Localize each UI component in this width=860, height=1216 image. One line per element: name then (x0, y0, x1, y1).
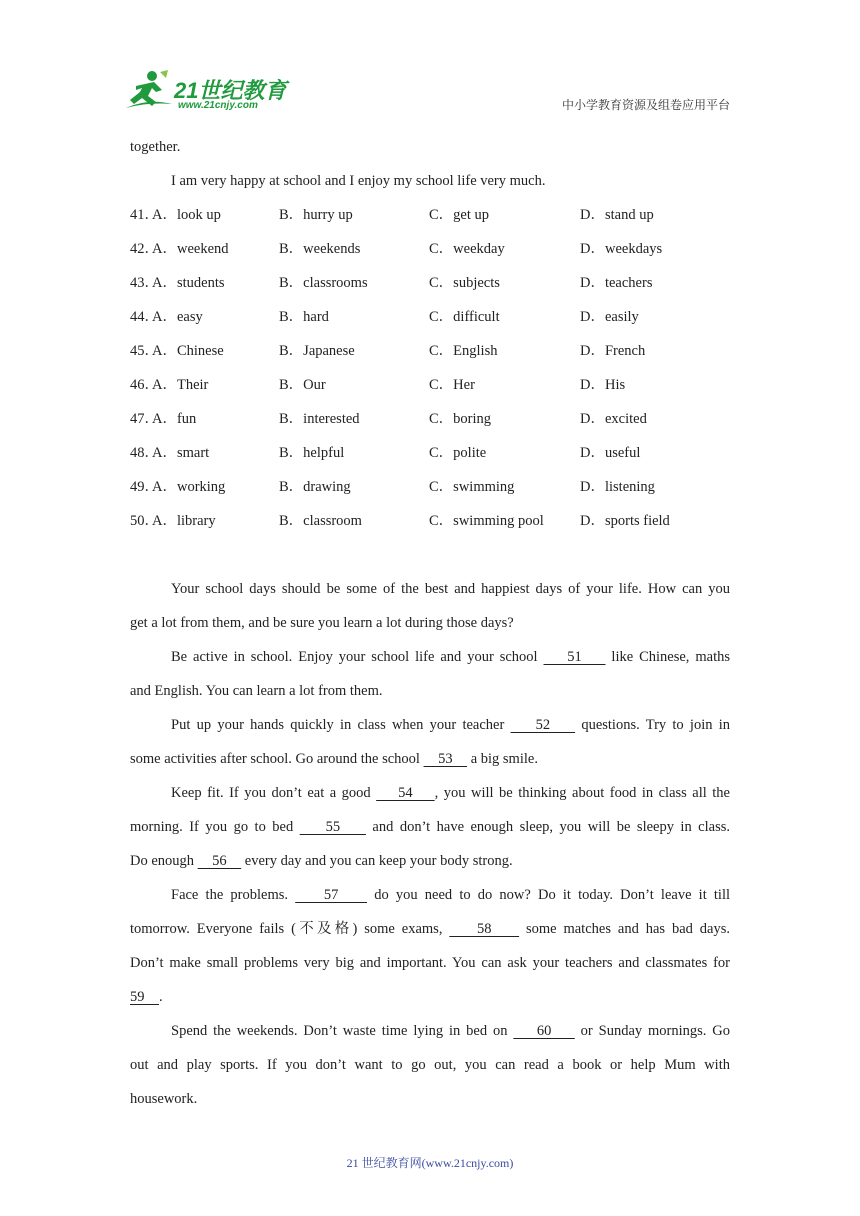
blank-58: 58 (449, 921, 520, 937)
option-b: B．helpful (279, 445, 345, 461)
question-number: 44． (130, 309, 159, 325)
passage-line: and English. You can learn a lot from them. (130, 683, 383, 699)
option-b: B．weekends (279, 241, 361, 257)
section-spacer (130, 542, 730, 576)
passage-line: get a lot from them, and be sure you learn a lot during those days? (130, 615, 514, 631)
option-c: C．polite (429, 445, 487, 461)
option-c: C．get up (429, 207, 490, 223)
option-d: D．listening (580, 479, 655, 495)
option-c: C．subjects (429, 275, 500, 291)
blank-51: 51 (543, 649, 606, 665)
option-d: D．teachers (580, 275, 653, 291)
option-a: A．fun (152, 411, 197, 427)
option-c: C．weekday (429, 241, 505, 257)
passage-text: some activities after school. Go around the school (130, 751, 424, 767)
passage-line (130, 882, 730, 916)
logo-title: 21世纪教育 (174, 78, 287, 103)
intro-line: together. (130, 139, 181, 155)
document-body (130, 134, 730, 1120)
option-c: C．swimming pool (429, 513, 544, 529)
passage-line (130, 746, 730, 780)
option-row (130, 304, 730, 338)
option-b: B．drawing (279, 479, 351, 495)
question-number: 48． (130, 445, 159, 461)
option-a: A．students (152, 275, 225, 291)
option-row (130, 202, 730, 236)
passage-line (130, 984, 730, 1018)
passage-text: some matches and has bad days. (519, 921, 730, 937)
passage-line (130, 780, 730, 814)
option-c: C．English (429, 343, 498, 359)
option-d: D．weekdays (580, 241, 663, 257)
passage-text: like Chinese, maths (605, 649, 731, 665)
blank-55: 55 (299, 819, 366, 835)
option-row (130, 440, 730, 474)
logo-url: www.21cnjy.com (178, 100, 258, 111)
option-d: D．His (580, 377, 626, 393)
options-list (130, 202, 730, 542)
option-d: D．French (580, 343, 646, 359)
passage-text: , you will be thinking about food in class all the (434, 785, 730, 801)
question-number: 49． (130, 479, 159, 495)
blank-59: 59 (130, 989, 159, 1005)
passage-text: Do enough (130, 853, 198, 869)
passage-line (130, 712, 730, 746)
passage-text: . (159, 989, 163, 1005)
option-row (130, 372, 730, 406)
option-b: B．interested (279, 411, 360, 427)
passage-line: Your school days should be some of the best and happiest days of your life. How can you (171, 581, 730, 597)
runner-logo-icon (122, 68, 174, 116)
option-b: B．classroom (279, 513, 362, 529)
option-a: A．Their (152, 377, 209, 393)
blank-60: 60 (513, 1023, 575, 1039)
option-b: B．classrooms (279, 275, 368, 291)
passage-text: every day and you can keep your body strong. (241, 853, 513, 869)
question-number: 42． (130, 241, 159, 257)
option-d: D．easily (580, 309, 639, 325)
passage-line (130, 916, 730, 950)
question-number: 43． (130, 275, 159, 291)
option-row (130, 270, 730, 304)
option-d: D．sports field (580, 513, 670, 529)
question-number: 46． (130, 377, 159, 393)
blank-53: 53 (423, 751, 468, 767)
passage-line: out and play sports. If you don’t want to go out, you can read a book or help Mum with (130, 1057, 730, 1073)
option-a: A．look up (152, 207, 221, 223)
option-b: B．hard (279, 309, 329, 325)
option-row (130, 406, 730, 440)
option-row (130, 338, 730, 372)
question-number: 50． (130, 513, 159, 529)
passage-text: morning. If you go to bed (130, 819, 300, 835)
blank-54: 54 (376, 785, 435, 801)
option-d: D．stand up (580, 207, 654, 223)
option-c: C．boring (429, 411, 492, 427)
option-row (130, 508, 730, 542)
passage-text: Be active in school. Enjoy your school life and your school (171, 649, 544, 665)
passage-text: Keep fit. If you don’t eat a good (171, 785, 377, 801)
intro-line: I am very happy at school and I enjoy my school life very much. (171, 173, 546, 189)
option-b: B．Our (279, 377, 326, 393)
passage-text: Put up your hands quickly in class when your teacher (171, 717, 511, 733)
blank-56: 56 (197, 853, 242, 869)
passage-line (130, 848, 730, 882)
passage-text: Face the problems. (171, 887, 296, 903)
option-a: A．smart (152, 445, 210, 461)
header-tagline: 中小学教育资源及组卷应用平台 (561, 98, 730, 112)
option-a: A．easy (152, 309, 203, 325)
option-a: A．library (152, 513, 216, 529)
passage-text: do you need to do now? Do it today. Don’t leave it till (367, 887, 731, 903)
option-a: A．Chinese (152, 343, 224, 359)
passage-line: Don’t make small problems very big and important. You can ask your teachers and classmates for (130, 955, 730, 971)
passage-line (130, 1018, 730, 1052)
blank-57: 57 (295, 887, 368, 903)
passage-text: and don’t have enough sleep, you will be sleepy in class. (365, 819, 730, 835)
option-c: C．swimming (429, 479, 515, 495)
passage-line (130, 644, 730, 678)
question-number: 45． (130, 343, 159, 359)
option-c: C．difficult (429, 309, 500, 325)
passage-line (130, 814, 730, 848)
option-a: A．working (152, 479, 226, 495)
option-a: A．weekend (152, 241, 229, 257)
page-header (0, 0, 860, 130)
passage-text: a big smile. (467, 751, 538, 767)
site-logo[interactable] (122, 68, 292, 116)
option-d: D．useful (580, 445, 641, 461)
passage-text: or Sunday mornings. Go (574, 1023, 730, 1039)
question-number: 41． (130, 207, 159, 223)
option-d: D．excited (580, 411, 647, 427)
option-row (130, 474, 730, 508)
passage-text: Spend the weekends. Don’t waste time lying in bed on (171, 1023, 514, 1039)
blank-52: 52 (510, 717, 576, 733)
passage-text: questions. Try to join in (575, 717, 731, 733)
passage-text: tomorrow. Everyone fails (不及格) some exams, (130, 921, 450, 937)
option-b: B．hurry up (279, 207, 353, 223)
option-b: B．Japanese (279, 343, 355, 359)
page-footer[interactable]: 21 世纪教育网(www.21cnjy.com) (346, 1156, 514, 1170)
question-number: 47． (130, 411, 159, 427)
option-row (130, 236, 730, 270)
option-c: C．Her (429, 377, 475, 393)
passage-line: housework. (130, 1091, 198, 1107)
